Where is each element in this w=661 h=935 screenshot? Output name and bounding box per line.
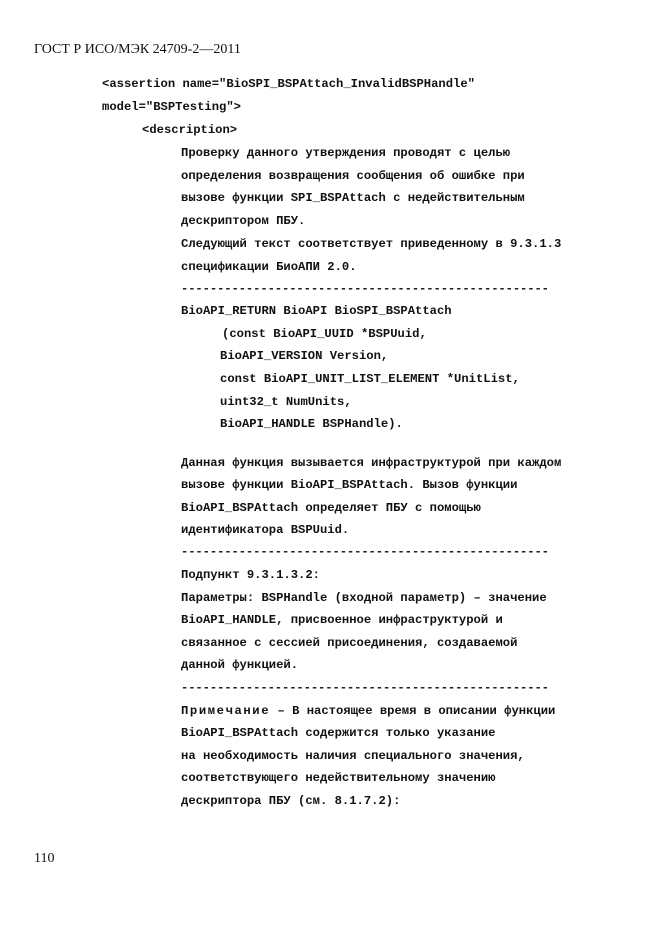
function-signature: BioAPI_RETURN BioAPI BioSPI_BSPAttach: [181, 304, 452, 318]
note-line: на необходимость наличия специального значения,: [181, 749, 525, 763]
note-first-text: – В настоящее время в описании функции: [270, 704, 556, 718]
paragraph-line: Параметры: BSPHandle (входной параметр) – значение: [181, 591, 547, 605]
parameter-line: const BioAPI_UNIT_LIST_ELEMENT *UnitList,: [220, 372, 520, 386]
paragraph-line: идентификатора BSPUuid.: [181, 523, 350, 537]
parameter-line: uint32_t NumUnits,: [220, 395, 352, 409]
paragraph-line: связанное с сессией присоединения, создаваемой: [181, 636, 518, 650]
paragraph-line: Следующий текст соответствует приведенному в 9.3.1.3: [181, 237, 562, 251]
assertion-model-line: model="BSPTesting">: [102, 100, 241, 114]
note-line: дескриптора ПБУ (см. 8.1.7.2):: [181, 794, 401, 808]
document-header: ГОСТ Р ИСО/МЭК 24709-2—2011: [34, 42, 241, 57]
paragraph-line: вызове функции BioAPI_BSPAttach. Вызов функции: [181, 478, 518, 492]
paragraph-line: Проверку данного утверждения проводят с целью: [181, 146, 511, 160]
paragraph-line: Данная функция вызывается инфраструктурой при каждом: [181, 456, 562, 470]
assertion-open-line: <assertion name="BioSPI_BSPAttach_InvalidBSPHandle": [102, 77, 475, 91]
parameter-line: BioAPI_HANDLE BSPHandle).: [220, 417, 403, 431]
note-label: Примечание: [181, 704, 271, 718]
paragraph-line: BioAPI_HANDLE, присвоенное инфраструктурой и: [181, 613, 503, 627]
separator-line: ---------------------------------------------------: [181, 681, 549, 695]
description-open-line: <description>: [142, 123, 238, 137]
paragraph-line: данной функцией.: [181, 658, 299, 672]
paragraph-line: спецификации БиоАПИ 2.0.: [181, 260, 357, 274]
parameter-line: (const BioAPI_UUID *BSPUuid,: [222, 327, 427, 341]
paragraph-line: вызове функции SPI_BSPAttach с недействительным: [181, 191, 525, 205]
page-number: 110: [34, 851, 55, 866]
paragraph-line: дескриптором ПБУ.: [181, 214, 306, 228]
subclause-heading: Подпункт 9.3.1.3.2:: [181, 568, 320, 582]
parameter-line: BioAPI_VERSION Version,: [220, 349, 389, 363]
separator-line: ---------------------------------------------------: [181, 282, 549, 296]
paragraph-line: BioAPI_BSPAttach определяет ПБУ с помощью: [181, 501, 481, 515]
note-line: соответствующего недействительному значению: [181, 771, 496, 785]
note-line: BioAPI_BSPAttach содержится только указание: [181, 726, 496, 740]
separator-line: ---------------------------------------------------: [181, 545, 549, 559]
paragraph-line: определения возвращения сообщения об ошибке при: [181, 169, 525, 183]
note-first-line: [181, 704, 555, 718]
